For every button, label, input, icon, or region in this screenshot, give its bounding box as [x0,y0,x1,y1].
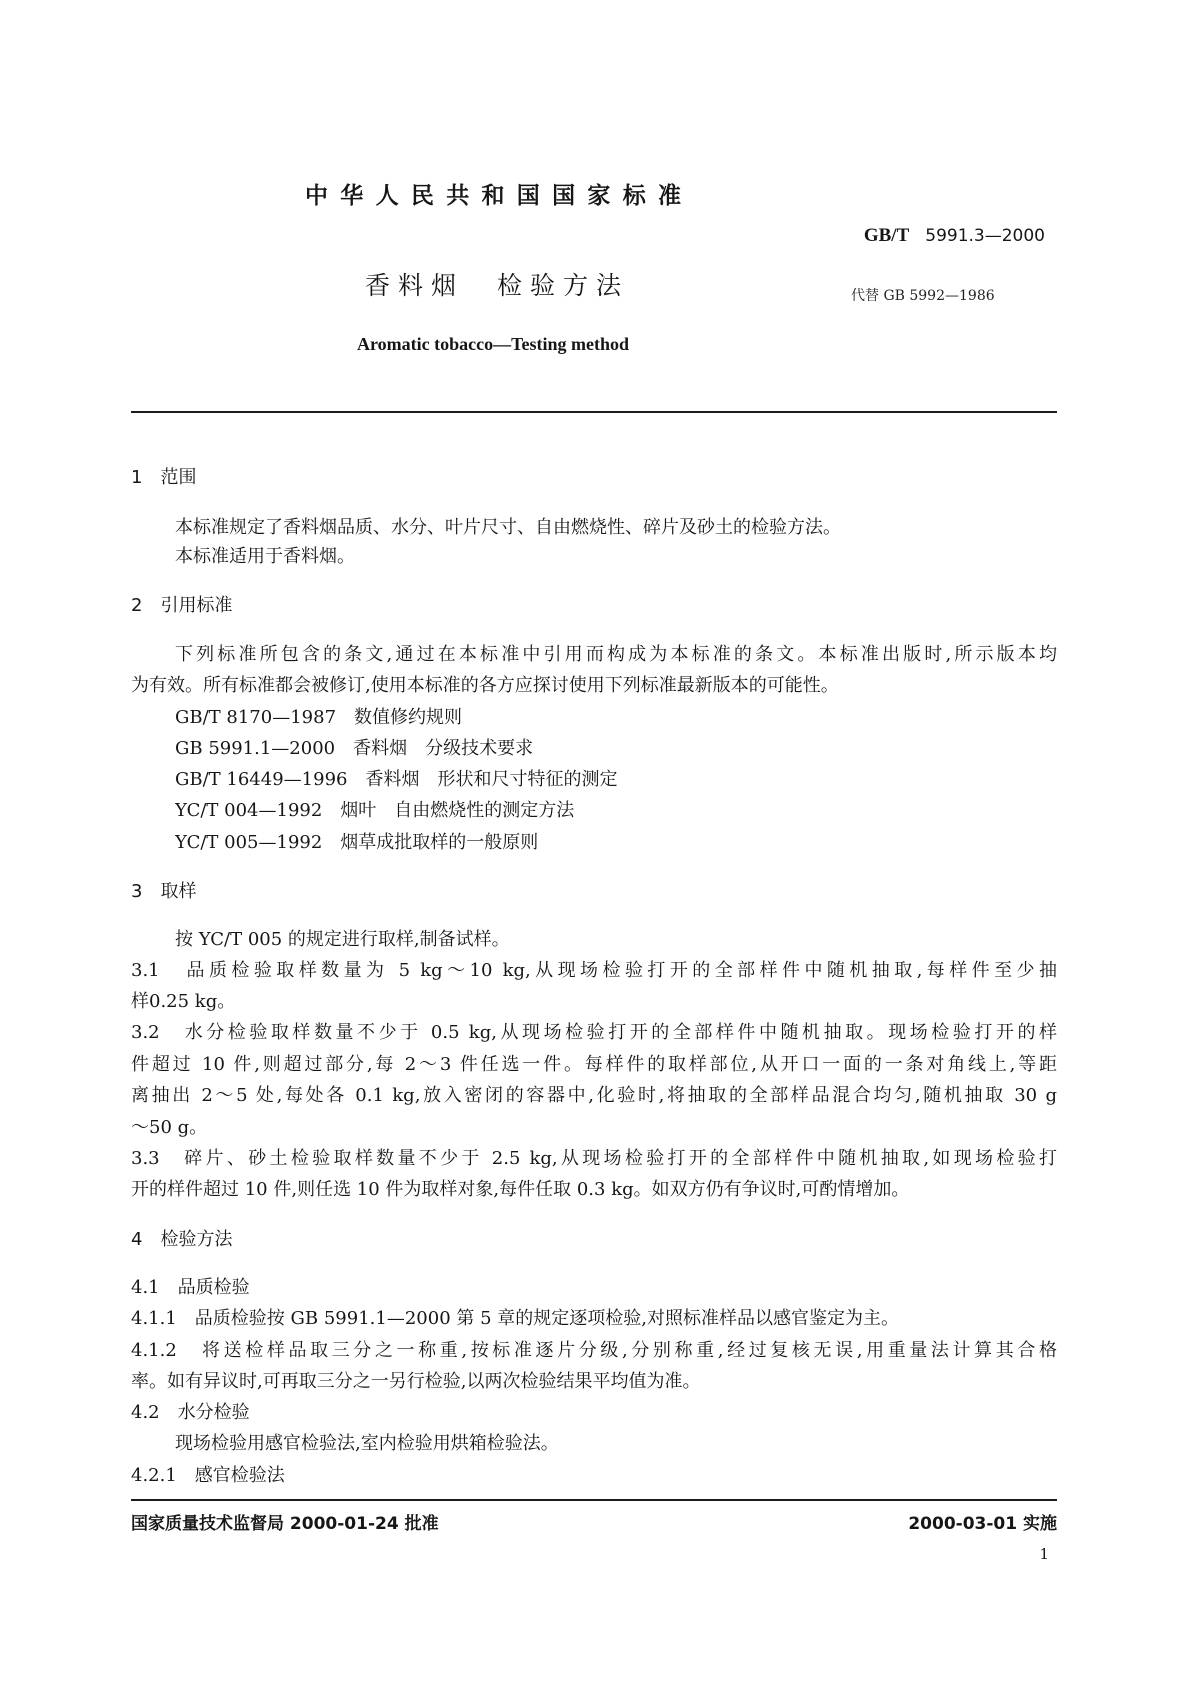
replaces-standard: 代替 GB 5992—1986 [851,288,995,304]
references-intro-line: 下列标准所包含的条文,通过在本标准中引用而构成为本标准的条文。本标准出版时,所示版本均 [175,644,1057,665]
standard-number: 5991.3—2000 [925,226,1045,246]
reference-item: GB/T 16449—1996 香料烟 形状和尺寸特征的测定 [175,769,618,790]
section-heading-scope: 1 范围 [131,467,197,488]
reference-item: YC/T 005—1992 烟草成批取样的一般原则 [175,832,539,853]
sampling-intro: 按 YC/T 005 的规定进行取样,制备试样。 [175,929,510,950]
clause-3-2-line: 离抽出 2～5 处,每处各 0.1 kg,放入密闭的容器中,化验时,将抽取的全部样品混合均匀,随机抽取 30 g [131,1085,1057,1106]
national-standard-title: 中 华 人 民 共 和 国 国 家 标 准 [305,183,681,209]
clause-3-1-line: 3.1 品质检验取样数量为 5 kg～10 kg,从现场检验打开的全部样件中随机抽取,每样件至少抽 [131,960,1057,981]
reference-item: GB 5991.1—2000 香料烟 分级技术要求 [175,738,534,759]
effective-date: 2000-03-01 实施 [908,1514,1057,1534]
scope-line: 本标准适用于香料烟。 [175,546,355,567]
reference-item: GB/T 8170—1987 数值修约规则 [175,707,463,728]
clause-4-1-2-line: 率。如有异议时,可再取三分之一另行检验,以两次检验结果平均值为准。 [131,1371,701,1392]
clause-4-1-2-line: 4.1.2 将送检样品取三分之一称重,按标准逐片分级,分别称重,经过复核无误,用重量法计算其合格 [131,1340,1057,1361]
footer-rule [131,1499,1057,1501]
clause-3-1-line: 样0.25 kg。 [131,991,236,1012]
scope-line: 本标准规定了香料烟品质、水分、叶片尺寸、自由燃烧性、碎片及砂土的检验方法。 [175,517,841,538]
clause-3-2-line: 件超过 10 件,则超过部分,每 2～3 件任选一件。每样件的取样部位,从开口一面的一条对角线上,等距 [131,1054,1057,1075]
section-heading-methods: 4 检验方法 [131,1229,233,1250]
document-title-cn: 香料烟 检验方法 [365,271,621,300]
document-title-en: Aromatic tobacco—Testing method [357,334,629,354]
standard-prefix: GB/T [863,225,910,246]
standard-code [864,222,1045,250]
header-rule [131,411,1057,413]
clause-4-1-1: 4.1.1 品质检验按 GB 5991.1—2000 第 5 章的规定逐项检验,对照标准样品以感官鉴定为主。 [131,1308,899,1329]
clause-3-3-line: 3.3 碎片、砂土检验取样数量不少于 2.5 kg,从现场检验打开的全部样件中随机抽取,如现场检验打 [131,1148,1057,1169]
clause-4-2-heading: 4.2 水分检验 [131,1402,250,1423]
clause-3-3-line: 开的样件超过 10 件,则任选 10 件为取样对象,每件任取 0.3 kg。如双方仍有争议时,可酌情增加。 [131,1179,910,1200]
clause-3-2-line: 3.2 水分检验取样数量不少于 0.5 kg,从现场检验打开的全部样件中随机抽取。现场检验打开的样 [131,1022,1057,1043]
clause-3-2-line: ～50 g。 [131,1117,208,1138]
clause-4-2-text: 现场检验用感官检验法,室内检验用烘箱检验法。 [175,1433,559,1454]
page-number: 1 [1039,1545,1049,1563]
section-heading-references: 2 引用标准 [131,595,233,616]
reference-item: YC/T 004—1992 烟叶 自由燃烧性的测定方法 [175,800,575,821]
clause-4-1-heading: 4.1 品质检验 [131,1277,250,1298]
approval-statement: 国家质量技术监督局 2000-01-24 批准 [131,1514,439,1534]
clause-4-2-1-heading: 4.2.1 感官检验法 [131,1465,285,1486]
references-intro-line: 为有效。所有标准都会被修订,使用本标准的各方应探讨使用下列标准最新版本的可能性。 [131,675,839,696]
section-heading-sampling: 3 取样 [131,881,197,902]
